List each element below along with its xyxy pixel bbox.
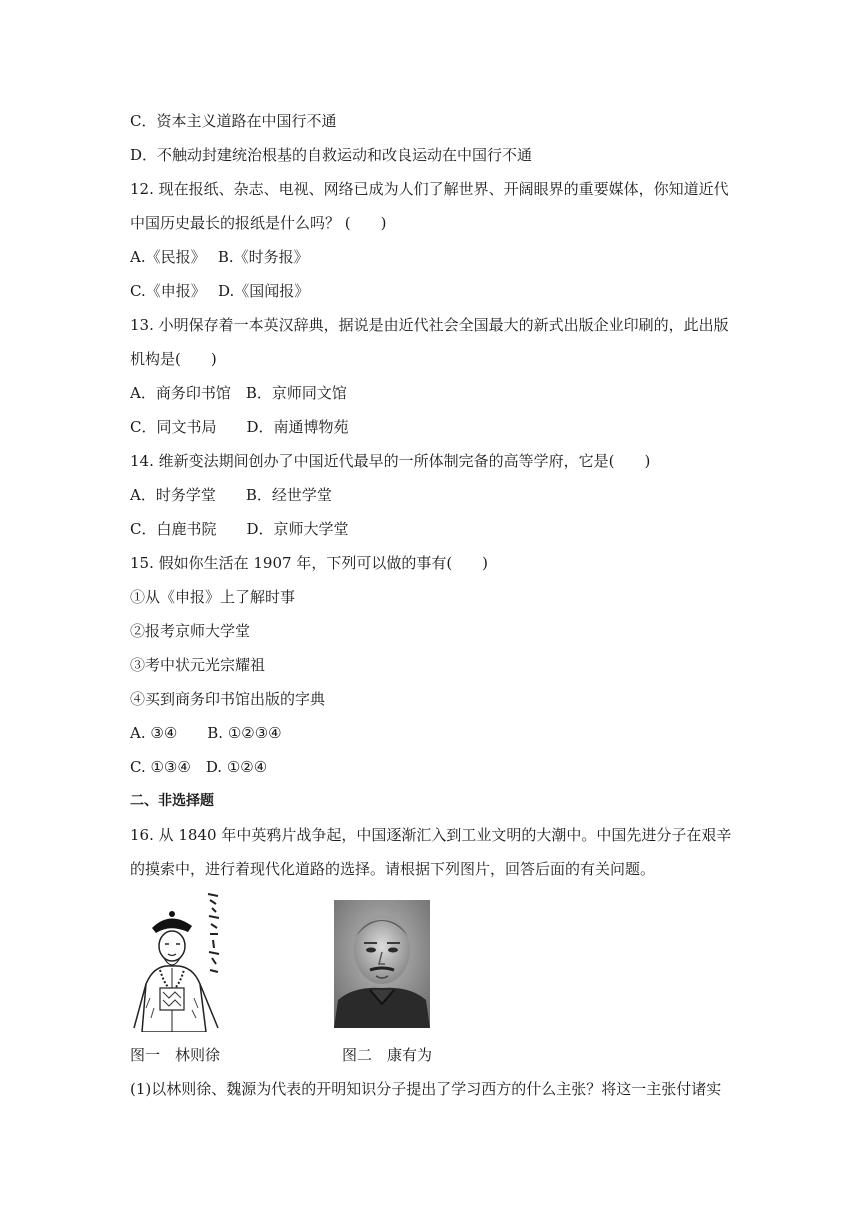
question-14-options-ab: A．时务学堂 B．经世学堂 xyxy=(130,486,332,504)
question-14-line1: 14. 维新变法期间创办了中国近代最早的一所体制完备的高等学府，它是( ) xyxy=(130,452,651,470)
question-15-item3: ③考中状元光宗耀祖 xyxy=(130,656,266,674)
lin-zexu-portrait xyxy=(130,888,224,1032)
figure-1-caption: 图一 林则徐 xyxy=(130,1046,221,1064)
question-12-options-ab: A.《民报》 B.《时务报》 xyxy=(130,248,309,266)
section-title: 二、非选择题 xyxy=(130,793,214,809)
question-15-options-ab: A. ③④ B. ①②③④ xyxy=(130,724,282,742)
question-15-item4: ④买到商务印书馆出版的字典 xyxy=(130,690,326,708)
question-16-sub1: (1)以林则徐、魏源为代表的开明知识分子提出了学习西方的什么主张？将这一主张付诸实 xyxy=(130,1080,722,1098)
question-15-line1: 15. 假如你生活在 1907 年，下列可以做的事有( ) xyxy=(130,554,489,572)
option-c-line: C．资本主义道路在中国行不通 xyxy=(130,112,337,130)
kang-youwei-portrait xyxy=(334,900,430,1028)
question-12-line1: 12. 现在报纸、杂志、电视、网络已成为人们了解世界、开阔眼界的重要媒体，你知道近代 xyxy=(130,180,729,198)
question-12-options-cd: C.《申报》 D.《国闻报》 xyxy=(130,282,310,300)
question-16-line1: 16. 从 1840 年中英鸦片战争起，中国逐渐汇入到工业文明的大潮中。中国先进分子在艰辛 xyxy=(130,826,732,844)
question-16-line2: 的摸索中，进行着现代化道路的选择。请根据下列图片，回答后面的有关问题。 xyxy=(130,860,656,878)
question-13-options-ab: A．商务印书馆 B．京师同文馆 xyxy=(130,384,347,402)
question-15-options-cd: C. ①③④ D. ①②④ xyxy=(130,758,268,776)
question-13-options-cd: C．同文书局 D．南通博物苑 xyxy=(130,418,349,436)
question-12-line2: 中国历史最长的报纸是什么吗？ ( ) xyxy=(130,214,387,232)
question-15-item2: ②报考京师大学堂 xyxy=(130,622,251,640)
option-d-line: D．不触动封建统治根基的自救运动和改良运动在中国行不通 xyxy=(130,146,533,164)
question-14-options-cd: C．白鹿书院 D．京师大学堂 xyxy=(130,520,349,538)
question-13-line1: 13. 小明保存着一本英汉辞典，据说是由近代社会全国最大的新式出版企业印刷的，此出版 xyxy=(130,316,729,334)
question-13-line2: 机构是( ) xyxy=(130,350,217,368)
question-15-item1: ①从《申报》上了解时事 xyxy=(130,588,296,606)
figure-2-caption: 图二 康有为 xyxy=(342,1046,433,1064)
